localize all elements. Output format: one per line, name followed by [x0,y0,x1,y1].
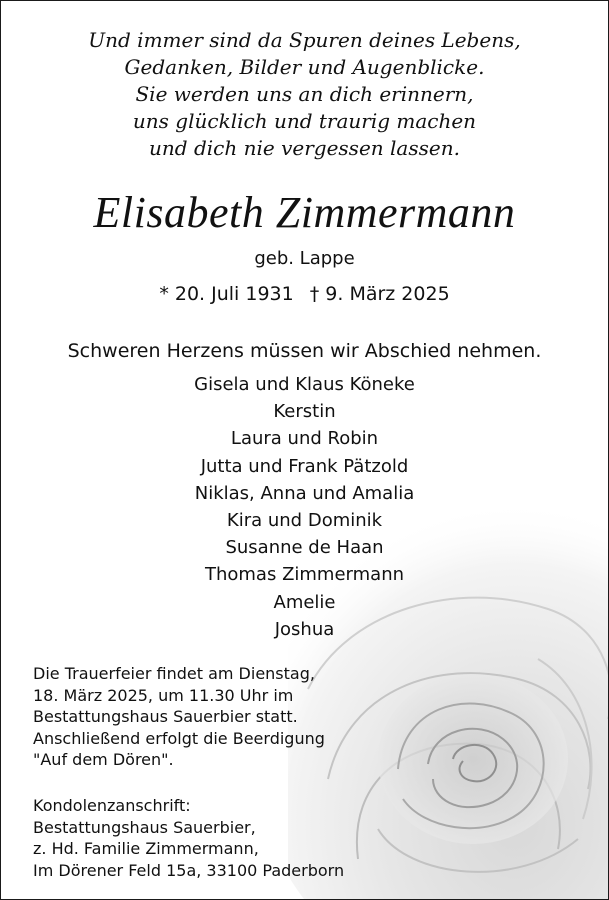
funeral-info-line: Anschließend erfolgt die Beerdigung [33,728,325,748]
condolence-address-line: Im Dörener Feld 15a, 33100 Paderborn [33,860,345,880]
deceased-name: Elisabeth Zimmermann [93,188,516,237]
condolence-heading: Kondolenzanschrift: [33,796,191,815]
mourner-name: Amelie [273,591,336,613]
poem-line: Und immer sind da Spuren deines Lebens, [88,28,521,52]
funeral-info-line: Bestattungshaus Sauerbier statt. [33,707,298,726]
mourner-name: Joshua [274,618,335,640]
condolence-address-line: Bestattungshaus Sauerbier, [33,817,256,837]
farewell-text: Schweren Herzens müssen wir Abschied nehmen. [67,340,542,362]
funeral-info-line: Die Trauerfeier findet am Dienstag, [33,664,315,683]
funeral-info-line: 18. März 2025, um 11.30 Uhr im [33,685,294,705]
birth-name: geb. Lappe [254,248,355,269]
mourner-name: Kerstin [273,401,336,423]
death-date: † 9. März 2025 [309,283,450,305]
mourner-name: Thomas Zimmermann [204,564,405,586]
mourner-name: Niklas, Anna und Amalia [194,482,415,504]
condolence-address-line: z. Hd. Familie Zimmermann, [33,839,259,858]
funeral-info [33,663,453,771]
mourner-name: Jutta und Frank Pätzold [200,455,409,477]
poem [1,27,608,162]
poem-line: uns glücklich und traurig machen [132,109,477,133]
mourner-name: Susanne de Haan [225,537,384,559]
mourner-name: Kira und Dominik [226,510,383,532]
birth-date: * 20. Juli 1931 [159,283,294,305]
mourner-name: Gisela und Klaus Köneke [194,374,415,395]
life-dates [1,283,608,305]
poem-line: und dich nie vergessen lassen. [149,136,460,160]
poem-line: Gedanken, Bilder und Augenblicke. [124,55,485,79]
mourners-list [1,371,608,643]
mourner-name: Laura und Robin [230,428,379,450]
condolence-address [33,795,453,881]
poem-line: Sie werden uns an dich erinnern, [135,82,474,106]
funeral-info-line: "Auf dem Dören". [33,750,174,769]
